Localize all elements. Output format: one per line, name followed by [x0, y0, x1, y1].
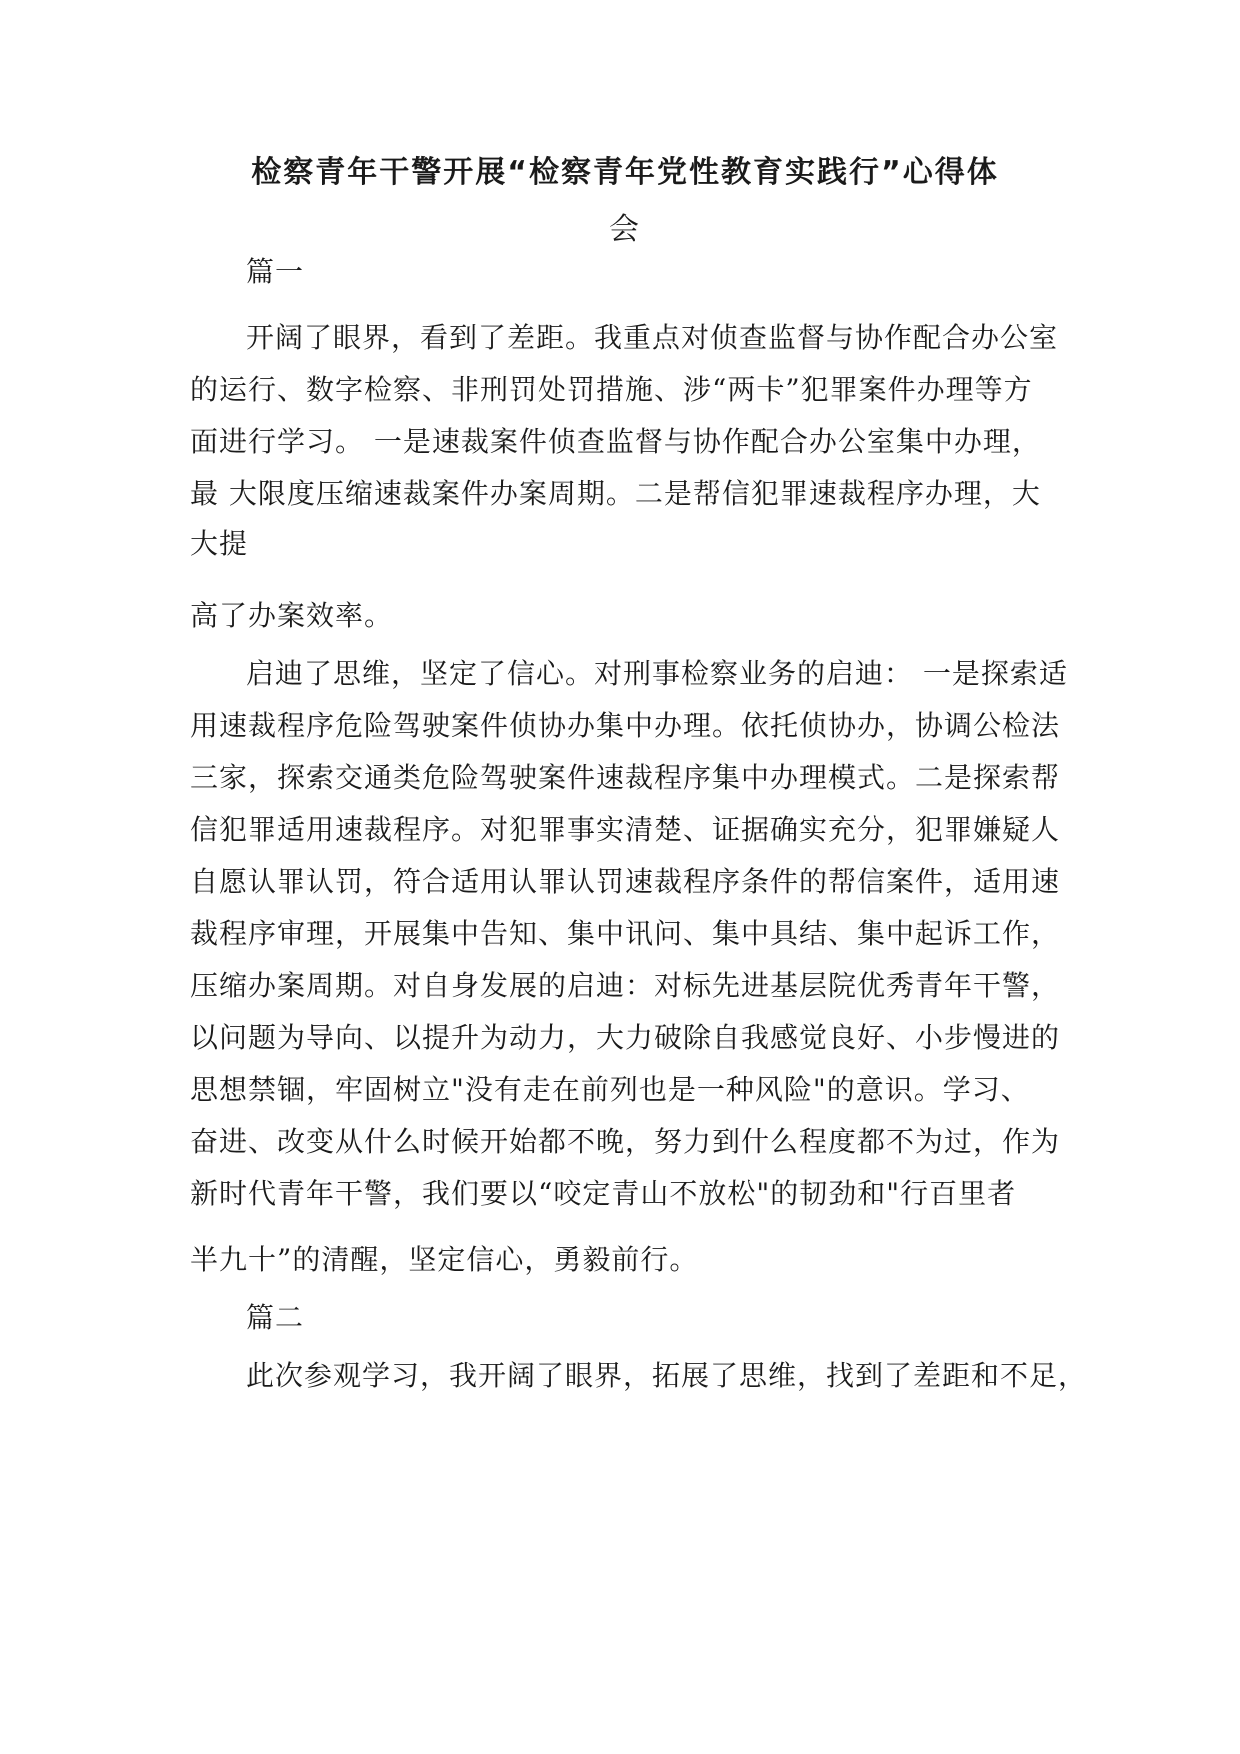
paragraph-line: 的运行、数字检察、非刑罚处罚措施、涉“两卡”犯罪案件办理等方: [190, 373, 1033, 406]
paragraph-line: 裁程序审理，开展集中告知、集中讯问、集中具结、集中起诉工作，: [190, 917, 1061, 950]
paragraph-line: 此次参观学习，我开阔了眼界，拓展了思维，找到了差距和不足，: [246, 1359, 1088, 1392]
paragraph-line: 压缩办案周期。对自身发展的启迪：对标先进基层院优秀青年干警，: [190, 969, 1061, 1002]
section-heading-2: 篇二: [246, 1301, 305, 1334]
paragraph-line: 大提: [190, 527, 249, 560]
document-title-continued: 会: [609, 212, 641, 247]
paragraph-line: 开阔了眼界，看到了差距。我重点对侦查监督与协作配合办公室: [246, 321, 1059, 354]
paragraph-line: 三家，探索交通类危险驾驶案件速裁程序集中办理模式。二是探索帮: [190, 761, 1061, 794]
paragraph-line: 半九十”的清醒，坚定信心，勇毅前行。: [190, 1243, 699, 1276]
section-heading-1: 篇一: [246, 255, 305, 288]
paragraph-line: 自愿认罪认罚，符合适用认罪认罚速裁程序条件的帮信案件，适用速: [190, 865, 1061, 898]
paragraph-line: 最 大限度压缩速裁案件办案周期。二是帮信犯罪速裁程序办理，大: [190, 477, 1041, 510]
document-title: 检察青年干警开展“检察青年党性教育实践行”心得体: [251, 155, 999, 190]
paragraph-line: 奋进、改变从什么时候开始都不晚，努力到什么程度都不为过，作为: [190, 1125, 1061, 1158]
paragraph-line: 用速裁程序危险驾驶案件侦协办集中办理。依托侦协办，协调公检法: [190, 709, 1061, 742]
paragraph-line: 启迪了思维，坚定了信心。对刑事检察业务的启迪： 一是探索适: [246, 657, 1068, 690]
paragraph-line: 高了办案效率。: [190, 599, 394, 632]
paragraph-line: 信犯罪适用速裁程序。对犯罪事实清楚、证据确实充分，犯罪嫌疑人: [190, 813, 1061, 846]
paragraph-line: 思想禁锢，牢固树立"没有走在前列也是一种风险"的意识。学习、: [190, 1073, 1030, 1106]
paragraph-line: 以问题为导向、以提升为动力，大力破除自我感觉良好、小步慢进的: [190, 1021, 1061, 1054]
paragraph-line: 新时代青年干警，我们要以“咬定青山不放松"的韧劲和"行百里者: [190, 1177, 1017, 1210]
paragraph-line: 面进行学习。 一是速裁案件侦查监督与协作配合办公室集中办理，: [190, 425, 1041, 458]
